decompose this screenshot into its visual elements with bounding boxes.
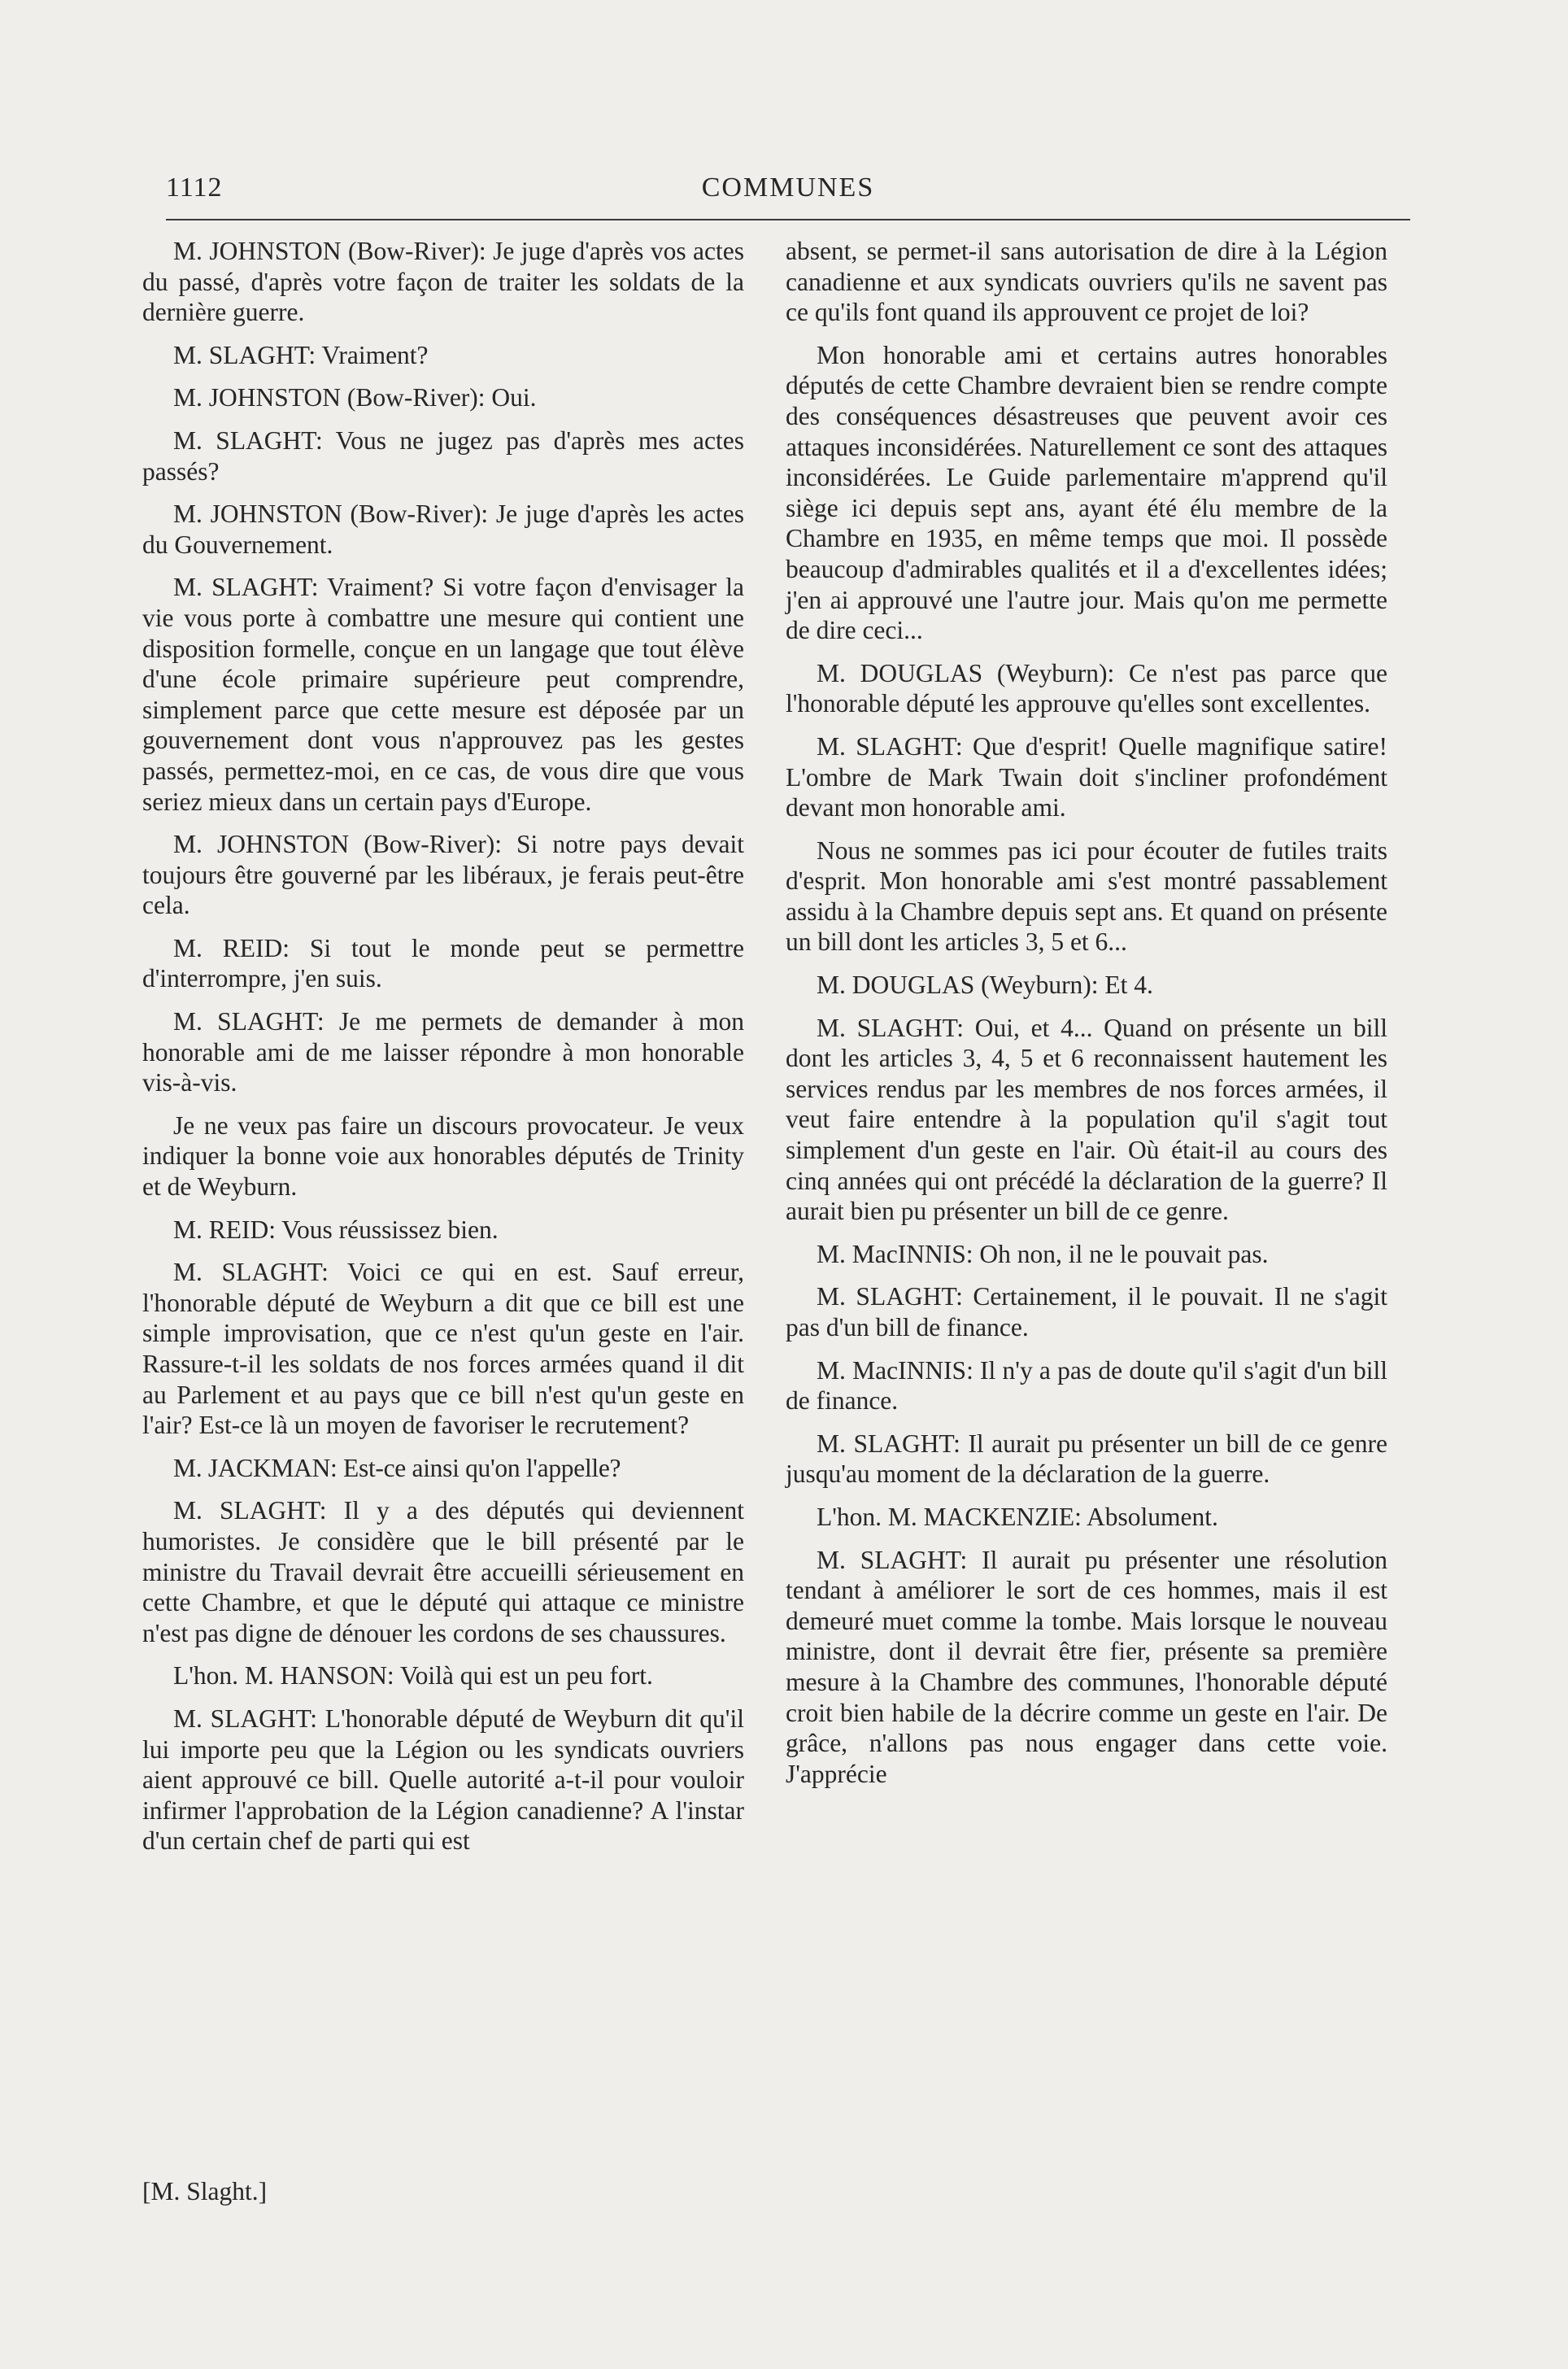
paragraph: Mon honorable ami et certains autres honorables députés de cette Chambre devraient bien se rendre compte des conséquences désastreuses que peuvent avoir ces attaques inconsidérées. Naturellement ce sont des attaques inconsidérées. Le Guide parlementaire m'apprend qu'il siège ici depuis sept ans, ayant été élu membre de la Chambre en 1935, en même temps que moi. Il possède beaucoup d'admirables qualités et il a d'excellentes idées; j'en ai approuvé une l'autre jour. Mais qu'on me permette de dire ceci... [786, 340, 1387, 645]
paragraph: L'hon. M. HANSON: Voilà qui est un peu fort. [173, 1661, 653, 1691]
paragraph: M. DOUGLAS (Weyburn): Ce n'est pas parce que l'honorable député les approuve qu'elles sont excellentes. [786, 658, 1387, 718]
paragraph: M. JACKMAN: Est-ce ainsi qu'on l'appelle? [173, 1453, 621, 1482]
paragraph: M. SLAGHT: Vraiment? Si votre façon d'envisager la vie vous porte à combattre une mesure qui contient une disposition formelle, conçue en un langage que tout élève d'une école primaire supérieure peut comprendre, simplement parce que cette mesure est déposée par un gouvernement dont vous n'approuvez pas les gestes passés, permettez-moi, en ce cas, de vous dire que vous seriez mieux dans un certain pays d'Europe. [142, 573, 744, 816]
paragraph: M. SLAGHT: Je me permets de demander à mon honorable ami de me laisser répondre à mon honorable vis-à-vis. [142, 1007, 744, 1097]
speaker-attribution: [M. Slaght.] [142, 2177, 268, 2205]
page-number: 1112 [166, 172, 223, 203]
paragraph: M. SLAGHT: Il aurait pu présenter une résolution tendant à améliorer le sort de ces hommes, mais il est demeuré muet comme la tombe. Mais lorsque le nouveau ministre, dont il devrait être fier, présente sa première mesure à la Chambre des communes, l'honorable député croit bien habile de la décrire comme un geste en l'air. De grâce, n'allons pas nous engager dans cette voie. J'apprécie [786, 1545, 1387, 1788]
right-column [786, 236, 1387, 1801]
paragraph: M. REID: Si tout le monde peut se permettre d'interrompre, j'en suis. [142, 933, 744, 993]
paragraph: M. SLAGHT: L'honorable député de Weyburn dit qu'il lui importe peu que la Légion ou les syndicats ouvriers aient approuvé ce bill. Quelle autorité a-t-il pour vouloir infirmer l'approbation de la Légion canadienne? A l'instar d'un certain chef de parti qui est [142, 1704, 744, 1856]
paragraph: M. REID: Vous réussissez bien. [173, 1215, 499, 1244]
paragraph: M. JOHNSTON (Bow-River): Oui. [173, 383, 537, 412]
paragraph: M. SLAGHT: Voici ce qui en est. Sauf erreur, l'honorable député de Weyburn a dit que ce bill est une simple improvisation, que ce n'est qu'un geste en l'air. Rassure-t-il les soldats de nos forces armées quand il dit au Parlement et au pays que ce bill n'est qu'un geste en l'air? Est-ce là un moyen de favoriser le recrutement? [142, 1258, 744, 1440]
header-rule [166, 219, 1410, 220]
paragraph: M. SLAGHT: Oui, et 4... Quand on présente un bill dont les articles 3, 4, 5 et 6 reconnaissent hautement les services rendus par les membres de nos forces armées, il veut faire entendre à la population qu'il s'agit tout simplement d'un geste en l'air. Où était-il au cours des cinq années qui ont précédé la déclaration de la guerre? Il aurait bien pu présenter un bill de ce genre. [786, 1013, 1387, 1226]
paragraph: Je ne veux pas faire un discours provocateur. Je veux indiquer la bonne voie aux honorables députés de Trinity et de Weyburn. [142, 1110, 744, 1202]
paragraph: M. SLAGHT: Vous ne jugez pas d'après mes actes passés? [142, 425, 744, 486]
paragraph: M. JOHNSTON (Bow-River): Je juge d'après les actes du Gouvernement. [142, 500, 744, 559]
paragraph: M. SLAGHT: Il y a des députés qui deviennent humoristes. Je considère que le bill présenté par le ministre du Travail devrait être accueilli sérieusement en cette Chambre, et que le député qui attaque ce ministre n'est pas digne de dénouer les cordons de ses chaussures. [142, 1496, 744, 1647]
paragraph: M. DOUGLAS (Weyburn): Et 4. [817, 971, 1153, 1000]
paragraph: M. SLAGHT: Il aurait pu présenter un bill de ce genre jusqu'au moment de la déclaration de la guerre. [786, 1429, 1387, 1489]
paragraph: absent, se permet-il sans autorisation de dire à la Légion canadienne et aux syndicats ouvriers qu'ils ne savent pas ce qu'ils font quand ils approuvent ce projet de loi? [786, 237, 1387, 327]
paragraph: Nous ne sommes pas ici pour écouter de futiles traits d'esprit. Mon honorable ami s'est montré passablement assidu à la Chambre depuis sept ans. Et quand on présente un bill dont les articles 3, 5 et 6... [786, 835, 1387, 957]
page-header [166, 168, 1410, 213]
left-column [142, 236, 744, 1869]
paragraph: M. JOHNSTON (Bow-River): Je juge d'après vos actes du passé, d'après votre façon de traiter les soldats de la dernière guerre. [142, 237, 744, 327]
paragraph: M. JOHNSTON (Bow-River): Si notre pays devait toujours être gouverné par les libéraux, je ferais peut-être cela. [142, 830, 744, 920]
paragraph: M. MacINNIS: Il n'y a pas de doute qu'il s'agit d'un bill de finance. [786, 1355, 1387, 1416]
paragraph: L'hon. M. MACKENZIE: Absolument. [817, 1502, 1218, 1531]
paragraph: M. SLAGHT: Que d'esprit! Quelle magnifique satire! L'ombre de Mark Twain doit s'incliner profondément devant mon honorable ami. [786, 731, 1387, 822]
paragraph: M. MacINNIS: Oh non, il ne le pouvait pas. [817, 1239, 1269, 1268]
running-head: COMMUNES [701, 172, 875, 203]
paragraph: M. SLAGHT: Vraiment? [173, 340, 429, 369]
paragraph: M. SLAGHT: Certainement, il le pouvait. Il ne s'agit pas d'un bill de finance. [786, 1282, 1387, 1342]
